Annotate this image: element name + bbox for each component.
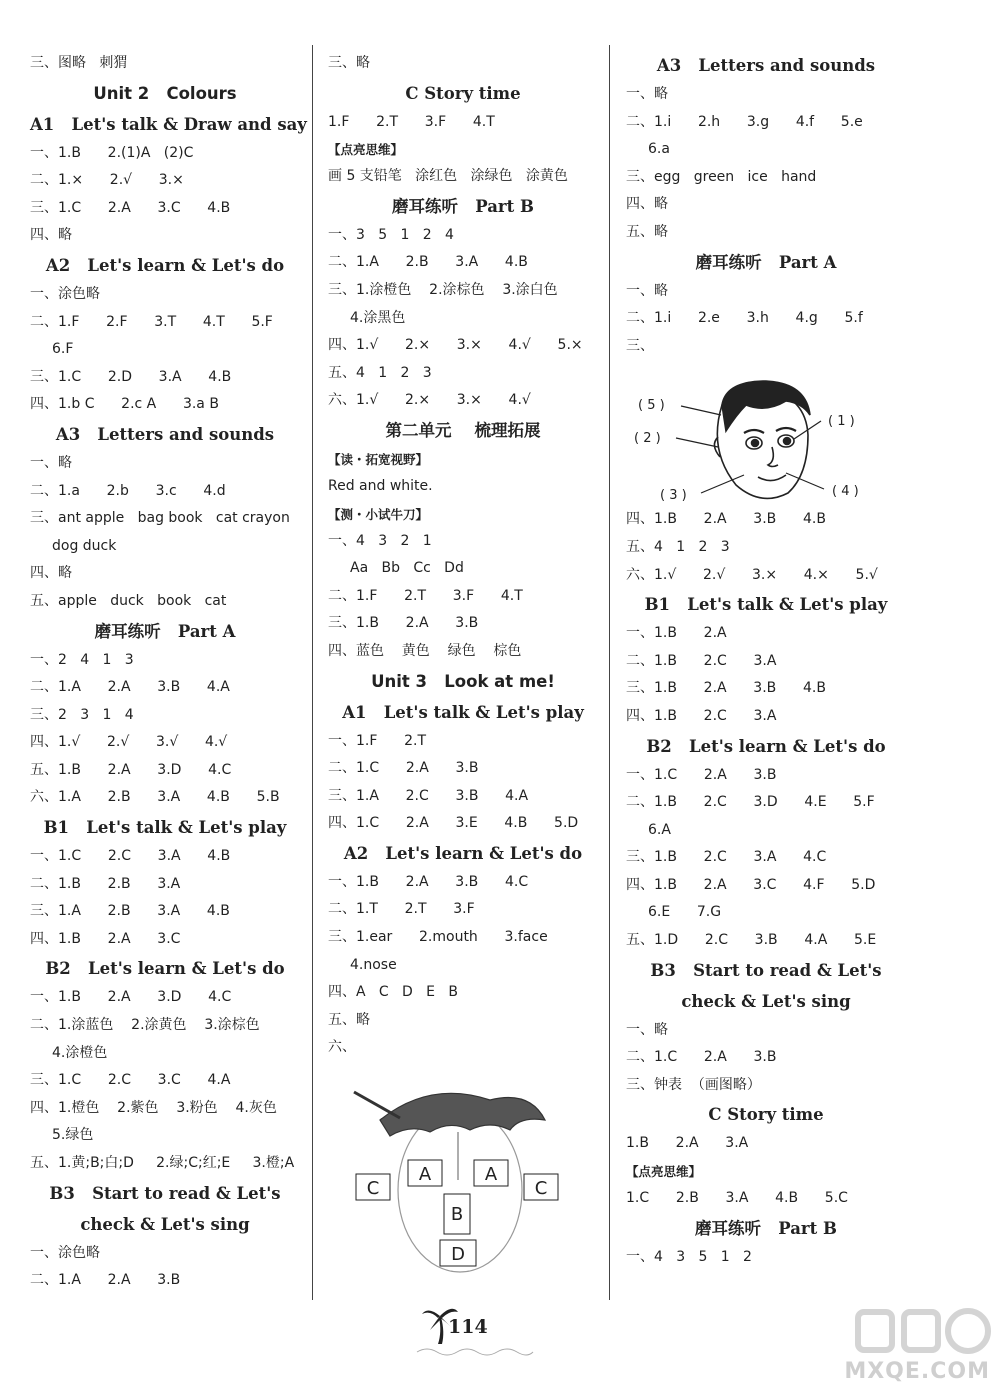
answer-line: 三、钟表 （画图略） — [626, 1076, 761, 1093]
answer-line: 六、1.A 2.B 3.A 4.B 5.B — [30, 789, 280, 806]
answer-line: 四、1.√ 2.× 3.× 4.√ 5.× — [328, 337, 583, 354]
answer-line: 三、略 — [328, 55, 370, 71]
answer-line: 一、1.B 2.A — [626, 625, 727, 642]
answer-line: Red and white. — [328, 477, 433, 494]
answer-line: 三、 — [626, 337, 654, 354]
watermark-text: MXQE.COM — [844, 1359, 990, 1384]
section-heading: 磨耳练听 Part B — [392, 196, 534, 216]
answer-line: 三、1.B 2.A 3.B 4.B — [626, 680, 826, 697]
footer-wave-decoration — [415, 1346, 535, 1358]
tree-box-middle: B — [450, 1204, 464, 1225]
section-heading: B2 Let's learn & Let's do — [45, 959, 285, 979]
answer-line: 六、1.√ 2.× 3.× 4.√ — [328, 392, 531, 409]
face-label-4: ( 4 ) — [832, 484, 859, 499]
section-heading: Unit 3 Look at me! — [371, 671, 555, 691]
answer-column-1 — [30, 50, 307, 1295]
face-label-3: ( 3 ) — [660, 488, 687, 503]
face-label-1: ( 1 ) — [828, 414, 855, 429]
answer-line: 二、1.i 2.e 3.h 4.g 5.f — [626, 310, 863, 327]
answer-line: 1.F 2.T 3.F 4.T — [328, 113, 495, 130]
section-heading: C Story time — [708, 1105, 824, 1125]
section-heading: B3 Start to read & Let's — [650, 960, 882, 980]
section-heading: A2 Let's learn & Let's do — [45, 255, 285, 275]
section-heading: B1 Let's talk & Let's play — [43, 818, 287, 838]
answer-line: 五、4 1 2 3 — [626, 538, 730, 555]
answer-line: 三、1.C 2.D 3.A 4.B — [30, 368, 232, 385]
answer-line: 6.a — [648, 141, 670, 158]
section-heading: 磨耳练听 Part A — [94, 621, 236, 641]
answer-line: 五、略 — [626, 223, 668, 240]
answer-line: 二、1.B 2.C 3.A — [626, 652, 777, 669]
answer-line: 三、1.ear 2.mouth 3.face — [328, 929, 548, 946]
tree-box-bottom: D — [451, 1244, 465, 1265]
answer-line: 一、1.B 2.(1)A (2)C — [30, 144, 194, 161]
answer-line: 三、1.A 2.C 3.B 4.A — [328, 787, 529, 804]
answer-line: 三、1.B 2.C 3.A 4.C — [626, 849, 827, 866]
answer-line: 三、图略 刺猬 — [30, 55, 128, 71]
section-heading: check & Let's sing — [80, 1214, 250, 1234]
answer-line: 二、1.× 2.√ 3.× — [30, 172, 184, 189]
section-tag: 【测・小试牛刀】 — [328, 506, 429, 522]
answer-line: 三、egg green ice hand — [626, 168, 817, 185]
section-heading: Unit 2 Colours — [93, 83, 237, 103]
answer-line: 一、3 5 1 2 4 — [328, 226, 454, 243]
answer-line: 五、1.D 2.C 3.B 4.A 5.E — [626, 932, 877, 949]
face-illustration — [626, 375, 906, 515]
answer-line: 4.涂橙色 — [52, 1044, 108, 1061]
answer-line: 一、略 — [30, 454, 72, 471]
section-heading: A2 Let's learn & Let's do — [343, 843, 583, 863]
answer-line: 一、涂色略 — [30, 1244, 100, 1261]
column-divider-2 — [609, 45, 610, 1300]
answer-column-3 — [626, 50, 906, 1271]
tree-box-right: C — [534, 1178, 548, 1199]
section-heading: 磨耳练听 Part B — [695, 1218, 837, 1238]
answer-line: 四、略 — [626, 196, 668, 213]
answer-line: 二、1.C 2.A 3.B — [328, 760, 479, 777]
answer-line: Aa Bb Cc Dd — [350, 560, 464, 577]
answer-line: 三、1.B 2.A 3.B — [328, 615, 479, 632]
answer-line: 二、1.A 2.B 3.A 4.B — [328, 254, 528, 271]
answer-line: 6.A — [648, 821, 671, 838]
answer-line: 4.nose — [350, 956, 397, 973]
section-heading: check & Let's sing — [681, 991, 851, 1011]
answer-column-2 — [328, 50, 598, 1062]
answer-line: 六、1.√ 2.√ 3.× 4.× 5.√ — [626, 566, 878, 583]
answer-line: 三、1.A 2.B 3.A 4.B — [30, 903, 230, 920]
answer-line: 1.C 2.B 3.A 4.B 5.C — [626, 1190, 848, 1207]
answer-line: 一、略 — [626, 86, 668, 102]
answer-line: 二、1.F 2.F 3.T 4.T 5.F — [30, 313, 273, 330]
answer-line: 四、1.B 2.A 3.B 4.B — [626, 511, 826, 528]
answer-line: 一、略 — [626, 1021, 668, 1038]
answer-line: 二、1.A 2.A 3.B — [30, 1272, 181, 1289]
section-heading: A1 Let's talk & Let's play — [342, 702, 584, 722]
answer-line: 三、1.涂橙色 2.涂棕色 3.涂白色 — [328, 281, 558, 298]
answer-line: 四、1.B 2.A 3.C — [30, 930, 181, 947]
answer-line: 一、2 4 1 3 — [30, 651, 134, 668]
watermark-logo-icon — [848, 1300, 998, 1360]
answer-line: 四、1.B 2.C 3.A — [626, 707, 777, 724]
answer-line: 四、1.b C 2.c A 3.a B — [30, 396, 219, 413]
answer-line: 一、1.C 2.A 3.B — [626, 766, 777, 783]
answer-line: 五、1.黄;B;白;D 2.绿;C;红;E 3.橙;A — [30, 1155, 295, 1171]
answer-line: 四、蓝色 黄色 绿色 棕色 — [328, 642, 522, 659]
section-heading: 第二单元 梳理拓展 — [385, 420, 541, 440]
section-heading: B1 Let's talk & Let's play — [644, 595, 888, 615]
column-divider-1 — [312, 45, 313, 1300]
answer-line: 二、1.C 2.A 3.B — [626, 1049, 777, 1066]
section-heading: B2 Let's learn & Let's do — [646, 736, 886, 756]
answer-line: 三、1.C 2.C 3.C 4.A — [30, 1072, 231, 1089]
section-tag: 【点亮思维】 — [328, 142, 404, 158]
answer-line: 一、4 3 2 1 — [328, 532, 432, 549]
answer-line: 五、1.B 2.A 3.D 4.C — [30, 761, 232, 778]
answer-line: 一、略 — [626, 282, 668, 299]
answer-line: 二、1.A 2.A 3.B 4.A — [30, 679, 230, 696]
section-heading: C Story time — [405, 83, 521, 103]
answer-line: 5.绿色 — [52, 1127, 94, 1144]
answer-line: 二、1.B 2.C 3.D 4.E 5.F — [626, 794, 875, 811]
answer-line: 二、1.i 2.h 3.g 4.f 5.e — [626, 113, 863, 130]
answer-line: 六、 — [328, 1039, 356, 1056]
answer-line: 五、apple duck book cat — [30, 592, 227, 609]
section-heading: A3 Letters and sounds — [55, 424, 275, 444]
tree-box-upper-right: A — [484, 1164, 498, 1185]
answer-line: 四、略 — [30, 565, 72, 582]
section-heading: A1 Let's talk & Draw and say — [30, 114, 307, 134]
answer-line: 二、1.T 2.T 3.F — [328, 901, 475, 918]
answer-line: 五、略 — [328, 1011, 370, 1028]
section-heading: A3 Letters and sounds — [656, 56, 876, 75]
answer-line: 一、1.B 2.A 3.B 4.C — [328, 873, 529, 890]
answer-line: 1.B 2.A 3.A — [626, 1135, 749, 1152]
answer-line: dog duck — [52, 537, 117, 554]
answer-line: 四、1.√ 2.√ 3.√ 4.√ — [30, 734, 228, 751]
answer-line: 一、4 3 5 1 2 — [626, 1248, 752, 1265]
tree-letter-puzzle — [340, 1080, 580, 1292]
section-heading: B3 Start to read & Let's — [49, 1183, 281, 1203]
answer-line: 4.涂黑色 — [350, 309, 406, 326]
answer-line: 四、1.橙色 2.紫色 3.粉色 4.灰色 — [30, 1099, 277, 1116]
answer-line: 二、1.F 2.T 3.F 4.T — [328, 587, 523, 604]
answer-line: 四、A C D E B — [328, 984, 458, 1001]
answer-line: 一、1.B 2.A 3.D 4.C — [30, 989, 232, 1006]
page-number: 114 — [448, 1316, 488, 1338]
section-tag: 【读・拓宽视野】 — [328, 451, 429, 467]
answer-line: 二、1.涂蓝色 2.涂黄色 3.涂棕色 — [30, 1017, 260, 1034]
section-heading: 磨耳练听 Part A — [695, 252, 837, 272]
site-watermark — [844, 1300, 998, 1388]
answer-line: 五、4 1 2 3 — [328, 364, 432, 381]
tree-box-left: C — [366, 1178, 380, 1199]
answer-line: 一、1.C 2.C 3.A 4.B — [30, 848, 231, 865]
answer-line: 6.E 7.G — [648, 904, 722, 921]
face-label-5: ( 5 ) — [638, 398, 665, 413]
face-label-2: ( 2 ) — [634, 431, 661, 446]
answer-line: 三、2 3 1 4 — [30, 706, 134, 723]
answer-line: 四、略 — [30, 227, 72, 244]
answer-line: 6.F — [52, 341, 74, 358]
answer-line: 四、1.B 2.A 3.C 4.F 5.D — [626, 876, 876, 893]
answer-line: 二、1.a 2.b 3.c 4.d — [30, 482, 226, 499]
answer-line: 一、1.F 2.T — [328, 732, 427, 749]
answer-line: 一、涂色略 — [30, 285, 100, 302]
section-tag: 【点亮思维】 — [626, 1164, 702, 1180]
answer-line: 四、1.C 2.A 3.E 4.B 5.D — [328, 815, 579, 832]
answer-line: 三、ant apple bag book cat crayon — [30, 510, 290, 527]
answer-line: 画 5 支铅笔 涂红色 涂绿色 涂黄色 — [328, 168, 568, 185]
answer-line: 二、1.B 2.B 3.A — [30, 875, 181, 892]
tree-box-upper-left: A — [418, 1164, 432, 1185]
answer-line: 三、1.C 2.A 3.C 4.B — [30, 199, 231, 216]
